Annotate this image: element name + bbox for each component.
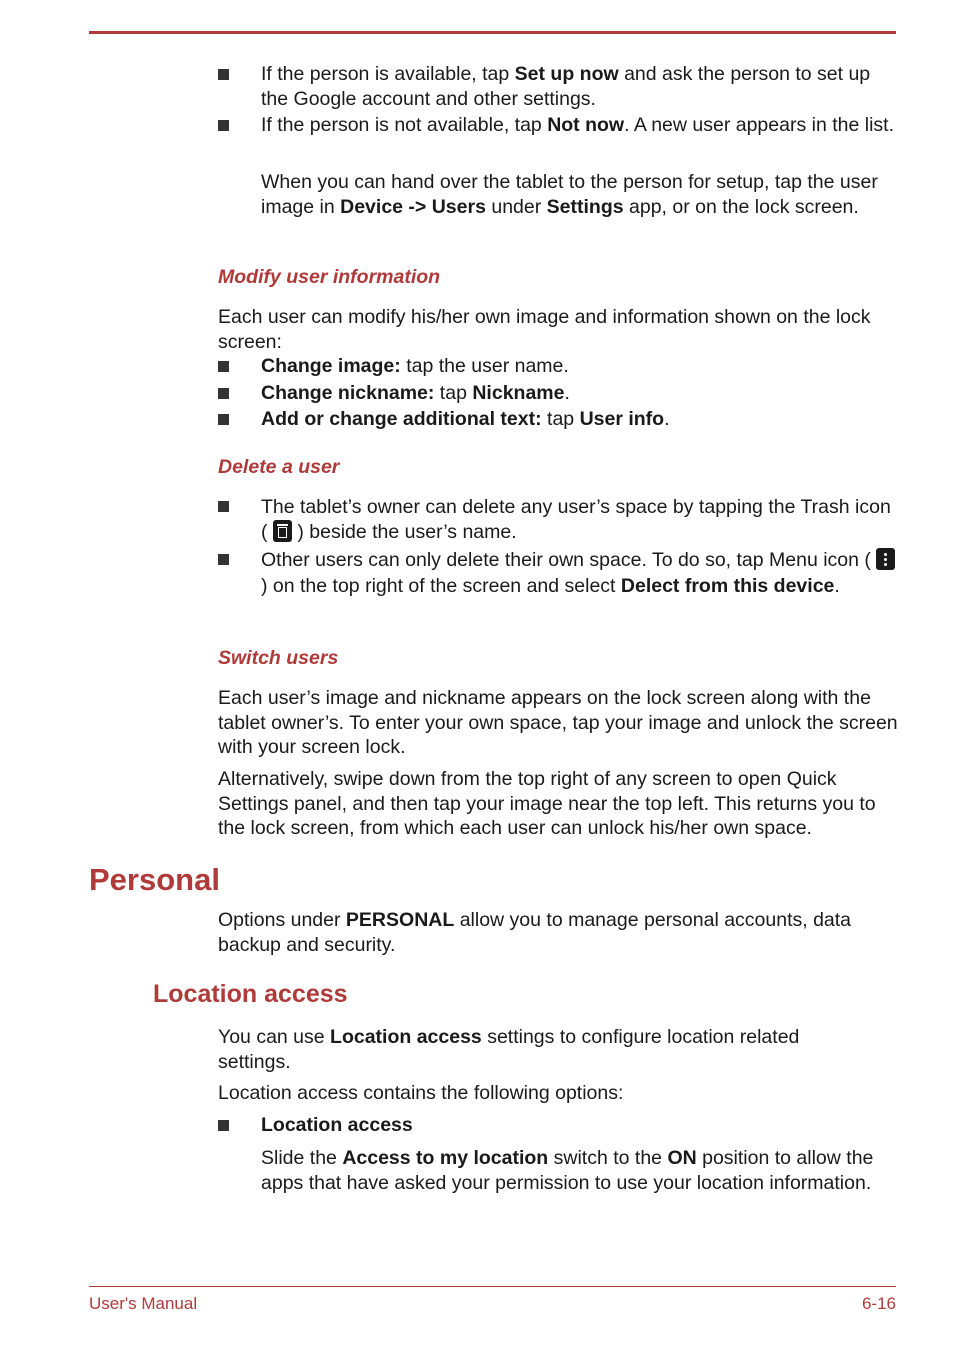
location-para-1: You can use Location access settings to configure location related settings. xyxy=(218,1026,800,1073)
bullet-marker xyxy=(218,1120,229,1131)
footer-manual-title: User's Manual xyxy=(89,1294,198,1313)
bullet-marker xyxy=(218,69,229,80)
bullet-marker xyxy=(218,388,229,399)
bullet-marker xyxy=(218,501,229,512)
modify-intro: Each user can modify his/her own image and information shown on the lock screen: xyxy=(218,306,871,353)
header-rule xyxy=(89,31,896,34)
location-option-title: Location access xyxy=(261,1114,413,1136)
footer-rule xyxy=(89,1286,896,1287)
location-para-2: Location access contains the following options: xyxy=(218,1082,624,1104)
bullet-marker xyxy=(218,414,229,425)
bullet-marker xyxy=(218,120,229,131)
bullet-marker xyxy=(218,554,229,565)
personal-heading: Personal xyxy=(89,862,220,897)
handover-note: When you can hand over the tablet to the person for setup, tap the user image in Device -> Users under Settings app, or on the lock screen. xyxy=(261,171,878,218)
personal-intro: Options under PERSONAL allow you to manage personal accounts, data backup and security. xyxy=(218,909,852,956)
delete-item-owner: The tablet’s owner can delete any user’s space by tapping the Trash icon ( ) beside the user’s name. xyxy=(261,496,891,543)
modify-item-change-image: Change image: tap the user name. xyxy=(261,355,569,377)
location-option-detail: Slide the Access to my location switch to the ON position to allow the apps that have asked your permission to use your location information. xyxy=(261,1147,874,1194)
delete-user-heading: Delete a user xyxy=(218,456,340,478)
modify-item-additional-text: Add or change additional text: tap User info. xyxy=(261,408,670,430)
switch-users-heading: Switch users xyxy=(218,647,339,669)
bullet-marker xyxy=(218,361,229,372)
modify-user-heading: Modify user information xyxy=(218,266,441,288)
footer-page-number: 6-16 xyxy=(861,1294,896,1313)
delete-item-other-users: Other users can only delete their own space. To do so, tap Menu icon ( ) on the top right of the screen and select Delect from this device. xyxy=(261,547,901,599)
modify-item-change-nickname: Change nickname: tap Nickname. xyxy=(261,382,570,404)
bullet-set-up-now: If the person is available, tap Set up now and ask the person to set up the Google account and other settings. xyxy=(261,63,871,110)
menu-icon xyxy=(876,548,895,570)
location-access-heading: Location access xyxy=(153,980,348,1008)
switch-para-2: Alternatively, swipe down from the top right of any screen to open Quick Settings panel, and then tap your image near the top left. This returns you to the lock screen, from which each user can unlock his/her own space. xyxy=(218,768,876,839)
bullet-not-now: If the person is not available, tap Not now. A new user appears in the list. xyxy=(261,114,894,136)
switch-para-1: Each user’s image and nickname appears on the lock screen along with the tablet owner’s. To enter your own space, tap your image and unlock the screen with your screen lock. xyxy=(218,687,898,758)
trash-icon xyxy=(273,520,292,542)
